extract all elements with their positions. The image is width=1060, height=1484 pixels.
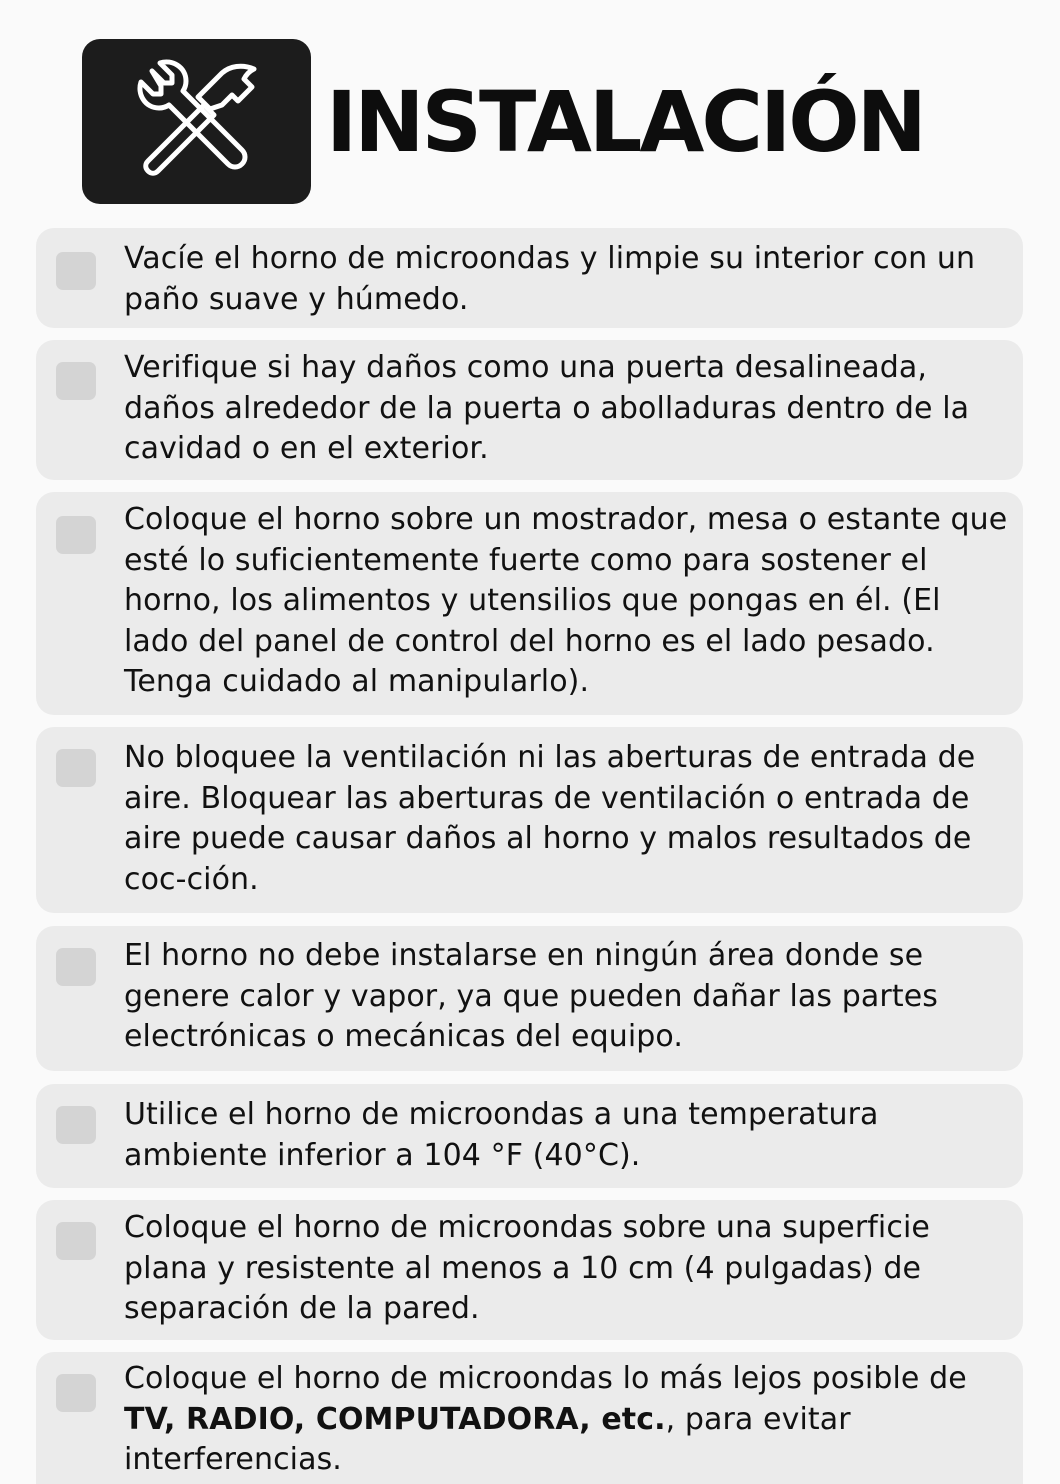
checklist-item-text: Vacíe el horno de microondas y limpie su interior con un paño suave y húmedo. bbox=[124, 241, 976, 317]
checkbox[interactable] bbox=[56, 749, 96, 787]
checklist-item bbox=[36, 727, 1023, 913]
checklist-item bbox=[36, 926, 1023, 1071]
checkbox[interactable] bbox=[56, 948, 96, 986]
checkbox[interactable] bbox=[56, 1374, 96, 1412]
checklist-item-text: Verifique si hay daños como una puerta desalineada, daños alrededor de la puerta o abolladuras dentro de la cavidad o en el exterior. bbox=[124, 350, 970, 466]
checklist-item bbox=[36, 228, 1023, 328]
checklist-item bbox=[36, 1352, 1023, 1484]
checklist-item bbox=[36, 340, 1023, 480]
checklist-item bbox=[36, 1200, 1023, 1340]
checklist-item-text: Coloque el horno de microondas sobre una superficie plana y resistente al menos a 10 cm (4 pulgadas) de separación de la pared. bbox=[124, 1210, 930, 1326]
checkbox[interactable] bbox=[56, 362, 96, 400]
checklist-item-text: El horno no debe instalarse en ningún área donde se genere calor y vapor, ya que pueden dañar las partes electrónicas o mecánicas del equipo. bbox=[124, 938, 938, 1054]
checklist-item-text: No bloquee la ventilación ni las aberturas de entrada de aire. Bloquear las aberturas de ventilación o entrada de aire puede causar daños al horno y malos resultados de coc-ción. bbox=[124, 740, 976, 897]
checklist-item-text: Coloque el horno sobre un mostrador, mesa o estante que esté lo suficientemente fuerte como para sostener el horno, los alimentos y utensilios que pongas en él. (El lado del panel de control del horno es el lado pesado. Tenga cuidado al manipularlo). bbox=[124, 502, 1008, 699]
page-title: INSTALACIÓN bbox=[326, 73, 924, 171]
checklist-item bbox=[36, 1084, 1023, 1188]
checkbox[interactable] bbox=[56, 1222, 96, 1260]
checkbox[interactable] bbox=[56, 516, 96, 554]
checkbox[interactable] bbox=[56, 1106, 96, 1144]
tools-icon-box bbox=[82, 39, 311, 204]
checklist-item-text-start: Coloque el horno de microondas lo más lejos posible de bbox=[124, 1361, 967, 1396]
checklist-item-text-bold: TV, RADIO, COMPUTADORA, etc. bbox=[124, 1401, 666, 1437]
tools-icon bbox=[130, 53, 266, 189]
checklist-item bbox=[36, 492, 1023, 715]
checkbox[interactable] bbox=[56, 252, 96, 290]
checklist-item-text-end: , para evitar interferencias. bbox=[124, 1401, 851, 1477]
checklist-item-text: Utilice el horno de microondas a una temperatura ambiente inferior a 104 °F (40°C). bbox=[124, 1097, 879, 1173]
checklist-item-text bbox=[124, 1359, 1014, 1481]
